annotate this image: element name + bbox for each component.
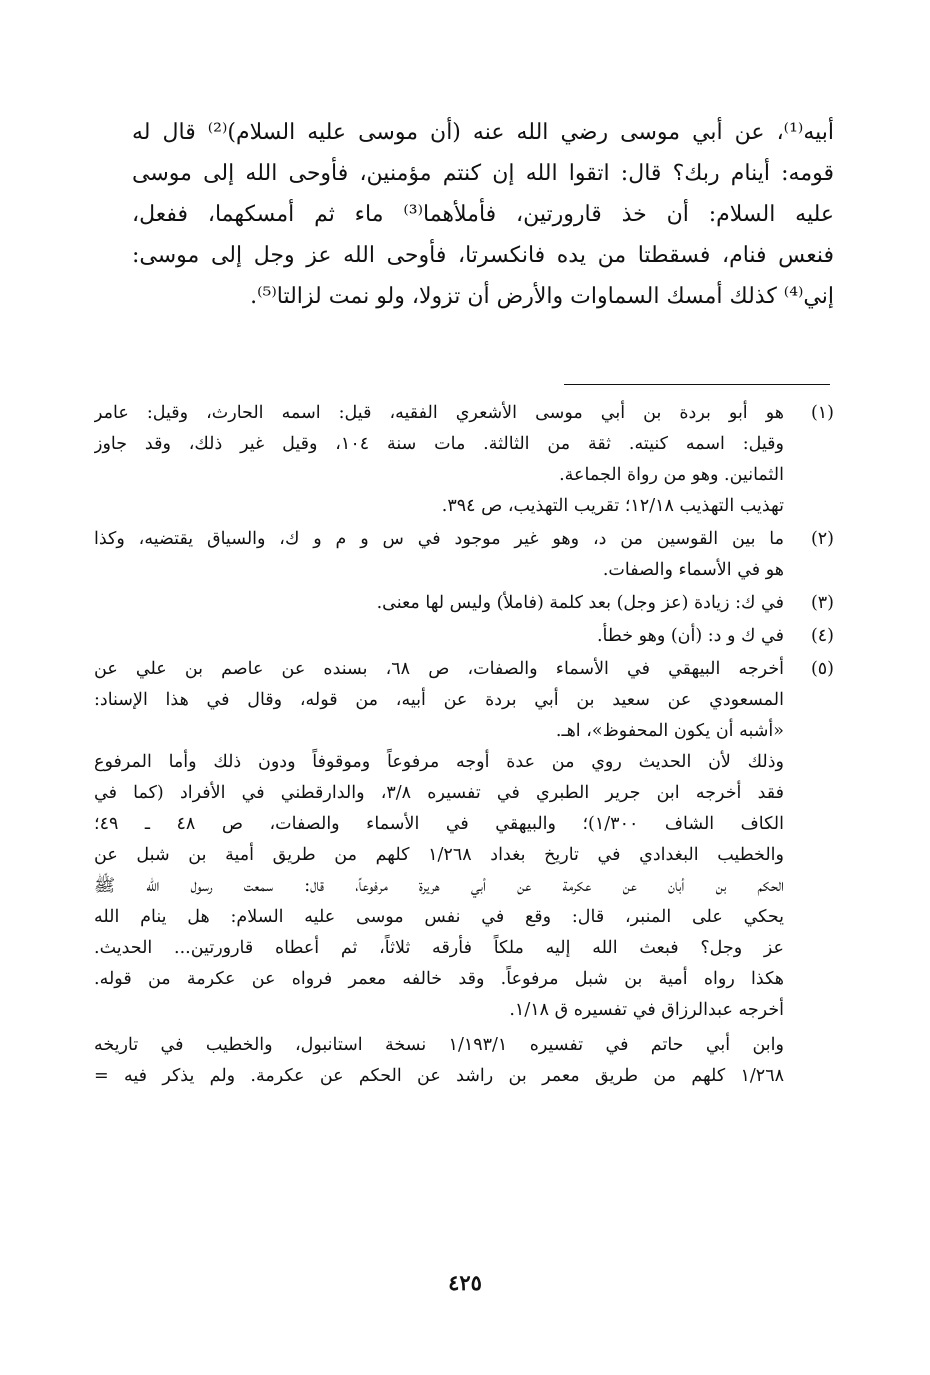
page-number: ٤٢٥ <box>448 1270 482 1295</box>
footnote-line: والخطيب البغدادي في تاريخ بغداد ١/٢٦٨ كلهم من طريق أمية بن شبل عن <box>94 845 784 865</box>
footnotes <box>94 398 834 1094</box>
footnote-line: أخرجه عبدالرزاق في تفسيره ق ١/١٨. <box>509 1000 784 1020</box>
footnote-number: (١) <box>810 403 834 423</box>
footnote-line: هو أبو بردة بن أبي موسى الأشعري الفقيه، قيل: اسمه الحارث، وقيل: عامر <box>94 403 784 423</box>
footnote-line: في ك و د: (أن) وهو خطأ. <box>596 626 784 646</box>
main-text <box>132 112 834 317</box>
footnote-line: الحكم بن أبان عن عكرمة عن أبي هريرة مرفوعاً، قال: سمعت رسول الله ﷺ <box>94 876 784 896</box>
main-text-line: فنعس فنام، فسقطتا من يده فانكسرتا، فأوحى الله عز وجل إلى موسى: <box>132 243 834 268</box>
footnote-1 <box>94 398 834 522</box>
footnote-line: وذلك لأن الحديث روي من عدة أوجه مرفوعاً وموقوفاً ودون ذلك وأما المرفوع <box>94 752 784 772</box>
footnote-line: تهذيب التهذيب ١٢/١٨؛ تقريب التهذيب، ص ٣٩٤. <box>441 496 784 516</box>
footnote-2 <box>94 524 834 586</box>
footnote-line: الثمانين. وهو من رواة الجماعة. <box>559 465 784 485</box>
main-text-line: أبيه⁽¹⁾، عن أبي موسى رضي الله عنه (أن موسى عليه السلام)⁽²⁾ قال له <box>132 120 834 145</box>
footnote-line: ما بين القوسين من د، وهو غير موجود في س و م و ك، والسياق يقتضيه، وكذا <box>94 529 784 549</box>
footnote-line: أخرجه البيهقي في الأسماء والصفات، ص ٦٨، بسنده عن عاصم بن علي عن <box>94 659 784 679</box>
footnote-line: فقد أخرجه ابن جرير الطبري في تفسيره ٣/٨، والدارقطني في الأفراد (كما في <box>94 783 784 803</box>
footnote-line: يحكي على المنبر، قال: وقع في نفس موسى عليه السلام: هل ينام الله <box>94 907 784 927</box>
footnote-number: (٤) <box>810 626 834 646</box>
footnote-number: (٥) <box>810 659 834 679</box>
footnote-4 <box>94 621 834 652</box>
footnote-line: ١/٢٦٨ كلهم من طريق معمر بن راشد عن الحكم عن عكرمة. ولم يذكر فيه = <box>94 1066 784 1086</box>
footnote-3 <box>94 588 834 619</box>
footnote-line: عز وجل؟ فبعث الله إليه ملكاً فأرقه ثلاثاً، ثم أعطاه قارورتين... الحديث. <box>94 938 784 958</box>
footnote-line: هو في الأسماء والصفات. <box>602 560 784 580</box>
main-text-line: إني⁽⁴⁾ كذلك أمسك السماوات والأرض أن تزولا، ولو نمت لزالتا⁽⁵⁾. <box>250 284 834 309</box>
footnote-number: (٢) <box>810 529 834 549</box>
footnote-number: (٣) <box>810 593 834 613</box>
footnote-divider <box>564 384 830 385</box>
footnote-line: وابن أبي حاتم في تفسيره ١/١٩٣/١ نسخة استانبول، والخطيب في تاريخه <box>94 1035 784 1055</box>
footnote-line: «أشبه أن يكون المحفوظ»، اهـ. <box>555 721 784 741</box>
footnote-line: الكاف الشاف ١/٣٠٠)؛ والبيهقي في الأسماء والصفات، ص ٤٨ ـ ٤٩؛ <box>94 814 784 834</box>
main-text-line: قومه: أينام ربك؟ قال: اتقوا الله إن كنتم مؤمنين، فأوحى الله إلى موسى <box>132 161 834 186</box>
footnote-line: هكذا رواه أمية بن شبل مرفوعاً. وقد خالفه معمر فرواه عن عكرمة من قوله. <box>94 969 784 989</box>
footnote-5 <box>94 654 834 1092</box>
main-text-line: عليه السلام: أن خذ قارورتين، فأملأهما⁽³⁾ ماء ثم أمسكهما، ففعل، <box>132 202 835 227</box>
footnote-line: المسعودي عن سعيد بن أبي بردة عن أبيه، من قوله، وقال في هذا الإسناد: <box>94 690 784 710</box>
footnote-line: في ك: زيادة (عز وجل) بعد كلمة (فاملأ) وليس لها معنى. <box>376 593 784 613</box>
footnote-line: وقيل: اسمه كنيته. ثقة من الثالثة. مات سنة ١٠٤، وقيل غير ذلك، وقد جاوز <box>94 434 784 454</box>
